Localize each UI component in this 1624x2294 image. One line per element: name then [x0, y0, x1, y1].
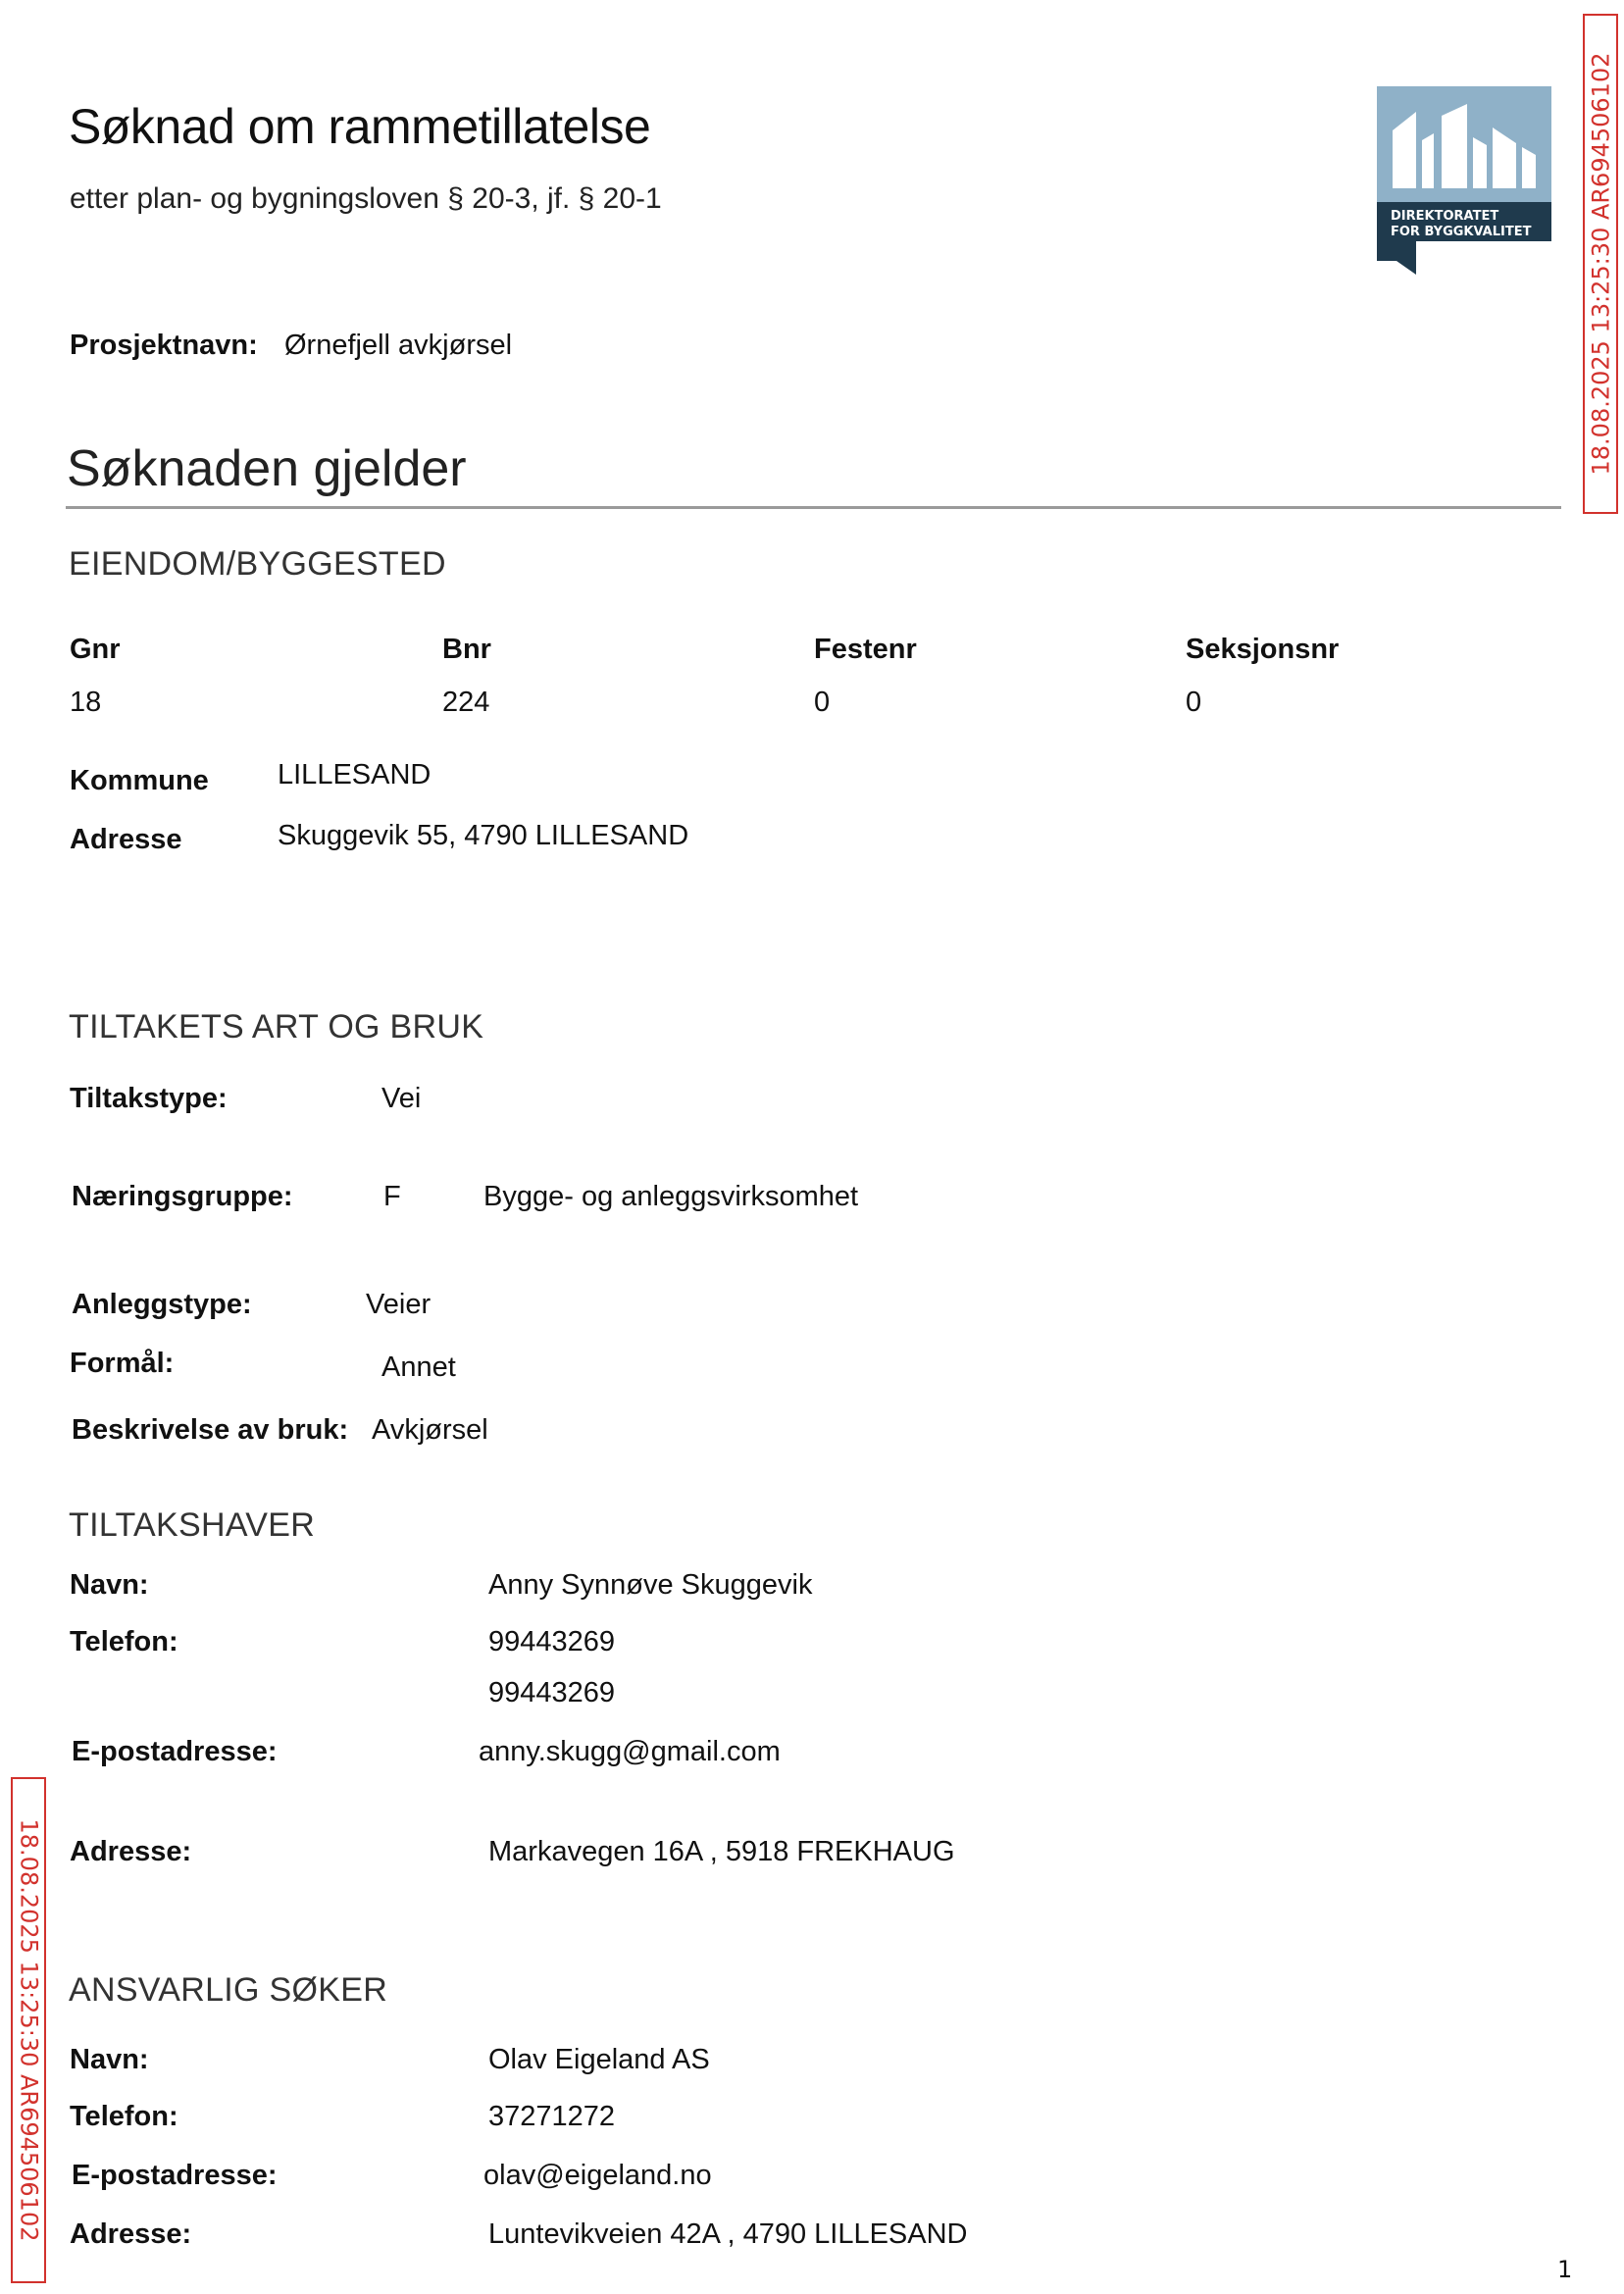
tiltakstype-label: Tiltakstype: — [70, 1083, 228, 1114]
tiltakshaver-email-label: E-postadresse: — [72, 1736, 278, 1767]
logo-text-line1: DIREKTORATET — [1391, 209, 1499, 224]
kommune-label: Kommune — [70, 765, 209, 796]
ansvarlig-email-value: olav@eigeland.no — [483, 2160, 712, 2191]
tiltakshaver-phone-value-1: 99443269 — [488, 1626, 616, 1657]
tiltakstype-value: Vei — [381, 1083, 422, 1114]
logo-text-line2: FOR BYGGKVALITET — [1391, 225, 1532, 239]
festenr-value: 0 — [814, 687, 831, 718]
naeringsgruppe-label: Næringsgruppe: — [72, 1181, 293, 1212]
gnr-value: 18 — [70, 687, 102, 718]
beskrivelse-label: Beskrivelse av bruk: — [72, 1414, 349, 1446]
ansvarlig-address-label: Adresse: — [70, 2218, 192, 2250]
document-title: Søknad om rammetillatelse — [69, 99, 651, 154]
ansvarlig-phone-label: Telefon: — [70, 2101, 178, 2132]
project-name-value: Ørnefjell avkjørsel — [284, 330, 513, 361]
ansvarlig-address-value: Luntevikveien 42A , 4790 LILLESAND — [488, 2218, 968, 2250]
seksjonsnr-value: 0 — [1186, 687, 1202, 718]
ansvarlig-email-label: E-postadresse: — [72, 2160, 278, 2191]
tiltakshaver-phone-label: Telefon: — [70, 1626, 178, 1657]
tiltakshaver-address-label: Adresse: — [70, 1836, 192, 1867]
project-name-label: Prosjektnavn: — [70, 330, 258, 361]
ansvarlig-heading: ANSVARLIG SØKER — [69, 1971, 388, 2009]
section-divider — [66, 506, 1561, 509]
naeringsgruppe-value: Bygge- og anleggsvirksomhet — [483, 1181, 859, 1212]
anleggstype-label: Anleggstype: — [72, 1289, 252, 1320]
festenr-label: Festenr — [814, 634, 917, 665]
tiltakshaver-email-value: anny.skugg@gmail.com — [479, 1736, 781, 1767]
bnr-label: Bnr — [442, 634, 491, 665]
tiltakshaver-phone-value-2: 99443269 — [488, 1677, 616, 1708]
page-number: 1 — [1557, 2256, 1573, 2283]
property-address-value: Skuggevik 55, 4790 LILLESAND — [278, 820, 689, 851]
tiltakshaver-address-value: Markavegen 16A , 5918 FREKHAUG — [488, 1836, 955, 1867]
ansvarlig-phone-value: 37271272 — [488, 2101, 616, 2132]
property-heading: EIENDOM/BYGGESTED — [69, 545, 446, 583]
kommune-value: LILLESAND — [278, 759, 431, 790]
gnr-label: Gnr — [70, 634, 121, 665]
tiltakshaver-heading: TILTAKSHAVER — [69, 1506, 316, 1544]
seksjonsnr-label: Seksjonsnr — [1186, 634, 1340, 665]
tiltakshaver-name-value: Anny Synnøve Skuggevik — [488, 1569, 813, 1601]
timestamp-stamp-left: 18.08.2025 13:25:30 AR694506102 — [11, 1777, 46, 2283]
dibk-logo — [1377, 86, 1551, 275]
tiltak-heading: TILTAKETS ART OG BRUK — [69, 1008, 484, 1045]
section-title: Søknaden gjelder — [67, 440, 467, 497]
tiltakshaver-name-label: Navn: — [70, 1569, 149, 1601]
beskrivelse-value: Avkjørsel — [372, 1414, 488, 1446]
ansvarlig-name-label: Navn: — [70, 2044, 149, 2075]
ansvarlig-name-value: Olav Eigeland AS — [488, 2044, 710, 2075]
property-address-label: Adresse — [70, 824, 182, 855]
formal-label: Formål: — [70, 1348, 175, 1379]
bnr-value: 224 — [442, 687, 490, 718]
timestamp-stamp-top: 18.08.2025 13:25:30 AR694506102 — [1583, 14, 1618, 514]
anleggstype-value: Veier — [366, 1289, 431, 1320]
document-subtitle: etter plan- og bygningsloven § 20-3, jf. § 20-1 — [70, 182, 662, 215]
naeringsgruppe-code: F — [383, 1181, 401, 1212]
formal-value: Annet — [381, 1351, 456, 1383]
